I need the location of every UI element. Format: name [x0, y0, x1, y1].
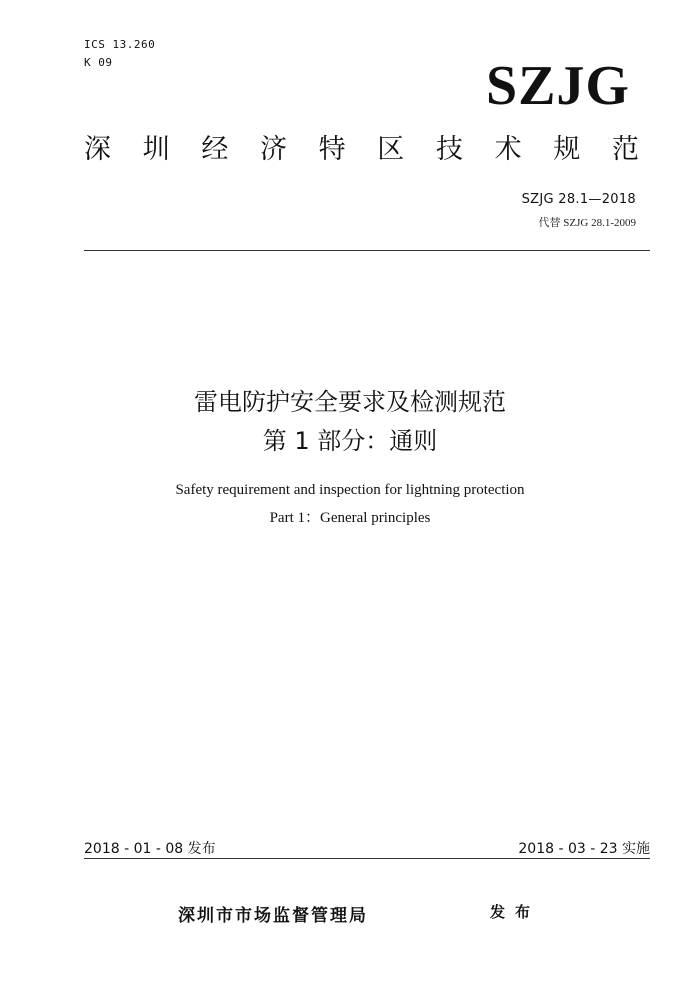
series-title-char: 深	[84, 134, 111, 165]
title-chinese-main: 雷电防护安全要求及检测规范	[194, 388, 506, 416]
series-title-char: 规	[553, 134, 581, 165]
series-title-char: 经	[201, 134, 229, 165]
footer-divider	[84, 858, 650, 859]
title-english-part: Part 1：General principles	[269, 510, 431, 526]
series-title-char: 术	[494, 134, 522, 165]
series-title-char: 特	[318, 134, 346, 165]
series-title-char: 技	[435, 134, 463, 165]
classification-code: K 09	[84, 56, 113, 69]
issue-date: 2018 - 01 - 08 发布	[84, 841, 216, 857]
issue-label: 发布	[490, 903, 541, 921]
series-title-char: 区	[377, 134, 405, 165]
title-chinese-part: 第 1 部分：通则	[262, 427, 438, 455]
header-divider	[84, 250, 650, 251]
series-title-char: 济	[259, 134, 287, 165]
standard-number: SZJG 28.1—2018	[521, 192, 636, 207]
series-title-char: 范	[611, 134, 639, 165]
ics-code: ICS 13.260	[84, 38, 156, 51]
standard-logo: SZJG	[485, 55, 630, 117]
replaces-standard: 代替 SZJG 28.1-2009	[538, 217, 636, 229]
title-english-main: Safety requirement and inspection for lightning protection	[175, 482, 525, 498]
implementation-date: 2018 - 03 - 23 实施	[518, 841, 650, 857]
series-title-char: 圳	[142, 134, 170, 165]
issuing-authority: 深圳市市场监督管理局	[178, 906, 368, 926]
series-title	[84, 136, 639, 163]
